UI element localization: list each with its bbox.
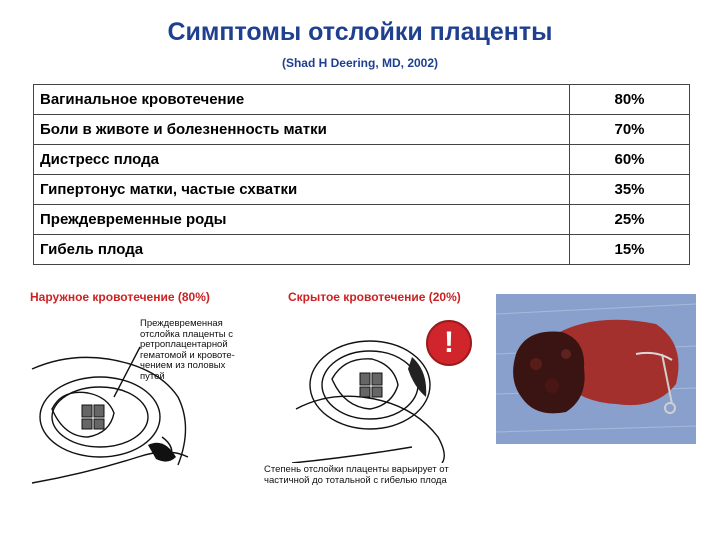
symptom-value: 70% — [570, 115, 690, 145]
symptom-name: Дистресс плода — [34, 145, 570, 175]
external-bleeding-figure — [28, 287, 268, 487]
exclamation-icon: ! — [426, 320, 472, 366]
symptom-name: Гипертонус матки, частые схватки — [34, 175, 570, 205]
placenta-photo-illustration — [496, 294, 696, 444]
table-row — [34, 235, 690, 265]
symptom-value: 25% — [570, 205, 690, 235]
table-row — [34, 175, 690, 205]
external-bleeding-illustration — [28, 287, 268, 487]
symptom-value: 35% — [570, 175, 690, 205]
symptom-name: Преждевременные роды — [34, 205, 570, 235]
symptom-value: 15% — [570, 235, 690, 265]
table-row — [34, 115, 690, 145]
concealed-bleeding-illustration — [262, 287, 498, 463]
symptoms-table — [33, 84, 690, 265]
symptom-value: 60% — [570, 145, 690, 175]
table-row — [34, 85, 690, 115]
concealed-bleeding-figure — [262, 287, 498, 497]
concealed-bleeding-caption: Скрытое кровотечение (20%) — [288, 290, 461, 304]
symptom-name: Вагинальное кровотечение — [34, 85, 570, 115]
placenta-photo — [496, 294, 696, 444]
external-bleeding-note: Преждевременная отслойка плаценты с ретроплацентарной гематомой и кровоте- чением из половых путей — [140, 318, 235, 382]
blood-flow-shape — [148, 443, 176, 462]
symptom-name: Боли в животе и болезненность матки — [34, 115, 570, 145]
page-title: Симптомы отслойки плаценты — [167, 18, 553, 46]
table-row — [34, 145, 690, 175]
page-subtitle: (Shad H Deering, MD, 2002) — [281, 56, 439, 70]
external-bleeding-caption: Наружное кровотечение (80%) — [30, 290, 210, 304]
concealed-bleeding-note: Степень отслойки плаценты варьирует от частичной до тотальной с гибелью плода — [264, 464, 449, 486]
table-row — [34, 205, 690, 235]
symptom-name: Гибель плода — [34, 235, 570, 265]
symptom-value: 80% — [570, 85, 690, 115]
